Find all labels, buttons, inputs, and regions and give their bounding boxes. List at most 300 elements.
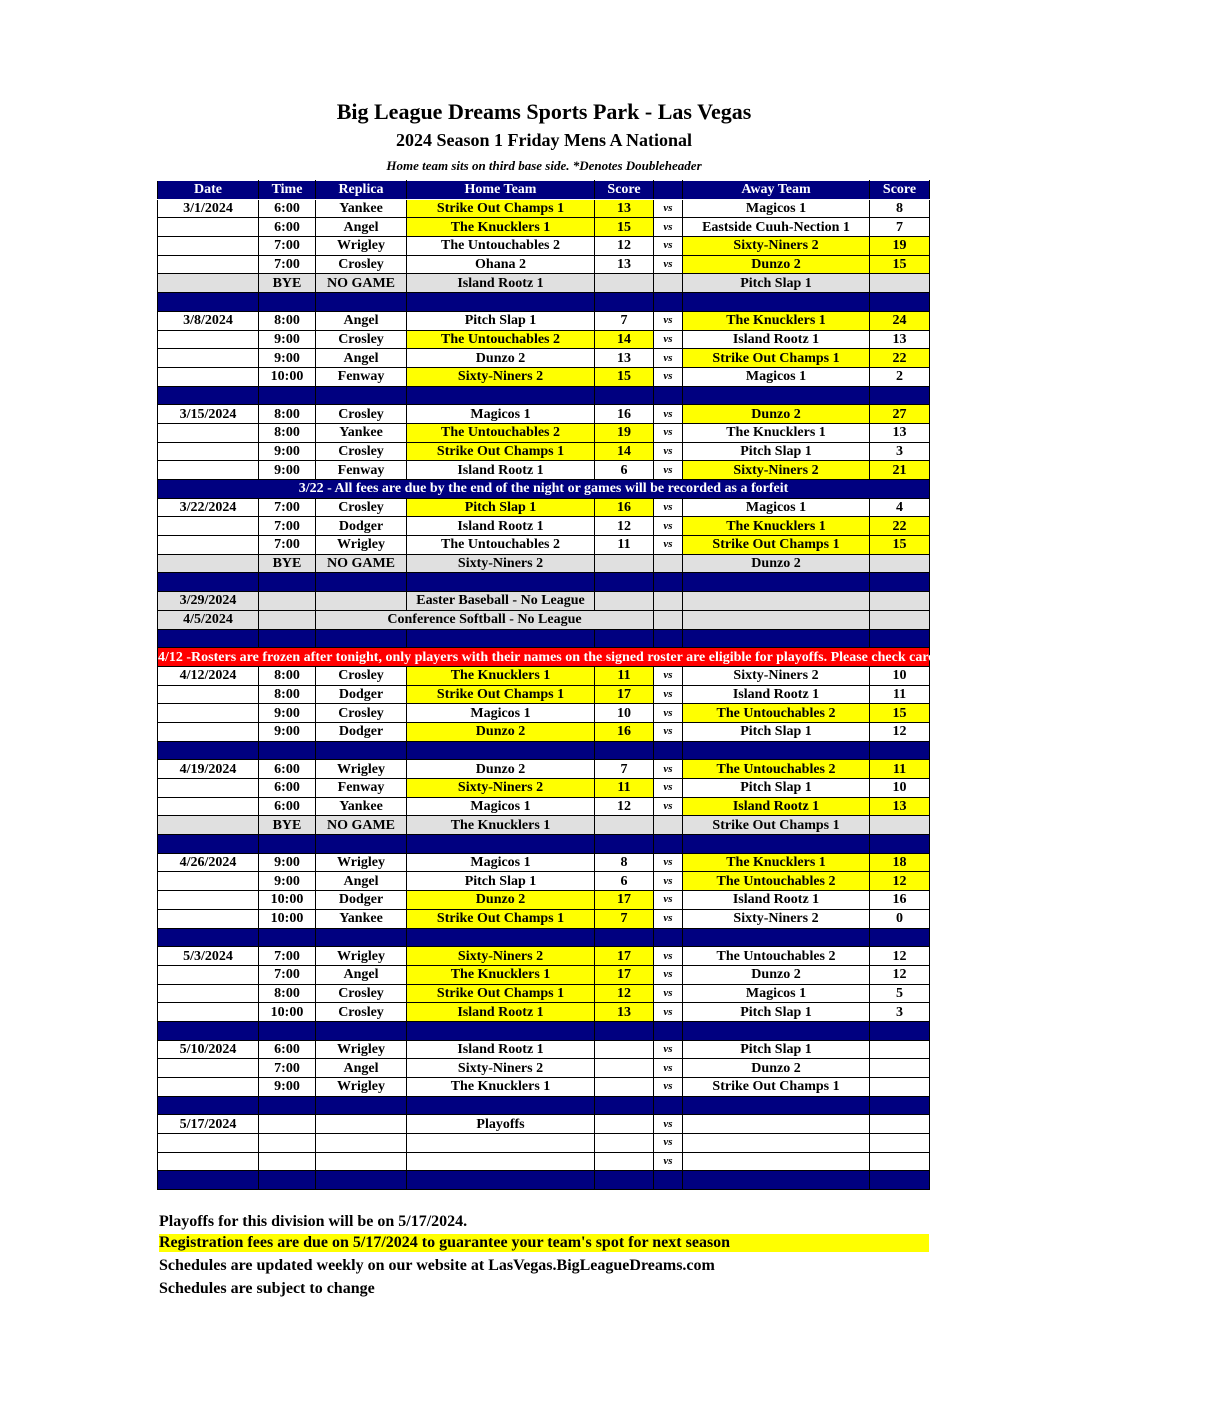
game-date: 3/22/2024 xyxy=(158,498,259,517)
game-time: 9:00 xyxy=(259,442,316,461)
home-team: Magicos 1 xyxy=(407,853,595,872)
vs-label: vs xyxy=(654,1040,683,1059)
game-row xyxy=(158,797,930,816)
game-date: 3/8/2024 xyxy=(158,311,259,330)
game-time: 6:00 xyxy=(259,760,316,779)
away-team: Magicos 1 xyxy=(683,367,870,386)
game-field: Wrigley xyxy=(316,237,407,256)
away-team: Strike Out Champs 1 xyxy=(683,536,870,555)
home-score: 12 xyxy=(595,984,654,1003)
week-separator xyxy=(158,629,930,648)
game-time: 7:00 xyxy=(259,1059,316,1078)
col-date: Date xyxy=(158,181,259,200)
game-field xyxy=(316,1134,407,1153)
separator-cell xyxy=(595,293,654,312)
no-league-empty xyxy=(870,592,930,611)
vs-label: vs xyxy=(654,722,683,741)
game-time: 7:00 xyxy=(259,255,316,274)
home-team: Magicos 1 xyxy=(407,405,595,424)
home-score xyxy=(595,1078,654,1097)
away-team: Pitch Slap 1 xyxy=(683,722,870,741)
game-time: 9:00 xyxy=(259,722,316,741)
away-team: Strike Out Champs 1 xyxy=(683,349,870,368)
away-team: Dunzo 2 xyxy=(683,1059,870,1078)
bye-row xyxy=(158,554,930,573)
bye-home-score xyxy=(595,816,654,835)
bye-away-team: Pitch Slap 1 xyxy=(683,274,870,293)
roster-alert-row xyxy=(158,648,930,667)
separator-cell xyxy=(654,928,683,947)
away-score: 2 xyxy=(870,367,930,386)
separator-cell xyxy=(595,1021,654,1040)
separator-cell xyxy=(870,928,930,947)
separator-cell xyxy=(595,629,654,648)
separator-cell xyxy=(158,573,259,592)
away-score: 13 xyxy=(870,423,930,442)
home-team: Playoffs xyxy=(407,1115,595,1134)
game-row xyxy=(158,965,930,984)
col-home-team: Home Team xyxy=(407,181,595,200)
away-score: 13 xyxy=(870,330,930,349)
separator-cell xyxy=(683,741,870,760)
separator-cell xyxy=(316,741,407,760)
home-team xyxy=(407,1134,595,1153)
schedule-table xyxy=(157,180,1216,1190)
game-time xyxy=(259,1115,316,1134)
separator-cell xyxy=(870,629,930,648)
home-team: Island Rootz 1 xyxy=(407,461,595,480)
away-team: Sixty-Niners 2 xyxy=(683,909,870,928)
away-score: 18 xyxy=(870,853,930,872)
page-subtitle: 2024 Season 1 Friday Mens A National xyxy=(395,130,693,150)
away-team: Pitch Slap 1 xyxy=(683,779,870,798)
game-row xyxy=(158,984,930,1003)
bye-label: BYE xyxy=(259,816,316,835)
game-field: Crosley xyxy=(316,666,407,685)
vs-label: vs xyxy=(654,367,683,386)
game-date xyxy=(158,255,259,274)
game-date xyxy=(158,797,259,816)
game-field: Dodger xyxy=(316,517,407,536)
game-time: 9:00 xyxy=(259,1078,316,1097)
away-team: Pitch Slap 1 xyxy=(683,1003,870,1022)
away-score: 16 xyxy=(870,891,930,910)
home-team: Strike Out Champs 1 xyxy=(407,984,595,1003)
game-date xyxy=(158,237,259,256)
game-row xyxy=(158,461,930,480)
game-row xyxy=(158,760,930,779)
separator-cell xyxy=(870,741,930,760)
bye-home-team: The Knucklers 1 xyxy=(407,816,595,835)
home-score: 6 xyxy=(595,872,654,891)
separator-cell xyxy=(158,629,259,648)
game-row xyxy=(158,1078,930,1097)
separator-cell xyxy=(595,1171,654,1190)
separator-cell xyxy=(158,1171,259,1190)
vs-label: vs xyxy=(654,311,683,330)
game-field: Crosley xyxy=(316,498,407,517)
vs-label: vs xyxy=(654,349,683,368)
vs-label: vs xyxy=(654,1003,683,1022)
home-score: 7 xyxy=(595,760,654,779)
game-time: 9:00 xyxy=(259,349,316,368)
game-time: 6:00 xyxy=(259,797,316,816)
game-date xyxy=(158,891,259,910)
game-row xyxy=(158,311,930,330)
vs-label: vs xyxy=(654,965,683,984)
separator-cell xyxy=(316,835,407,854)
away-score: 11 xyxy=(870,760,930,779)
game-row xyxy=(158,872,930,891)
home-score: 17 xyxy=(595,947,654,966)
game-row xyxy=(158,367,930,386)
home-team: Magicos 1 xyxy=(407,704,595,723)
home-score: 8 xyxy=(595,853,654,872)
separator-cell xyxy=(870,293,930,312)
game-row xyxy=(158,330,930,349)
home-score: 17 xyxy=(595,891,654,910)
separator-cell xyxy=(654,1171,683,1190)
home-score: 13 xyxy=(595,1003,654,1022)
no-game-label: NO GAME xyxy=(316,816,407,835)
home-score: 16 xyxy=(595,722,654,741)
separator-cell xyxy=(259,1171,316,1190)
game-date xyxy=(158,1059,259,1078)
vs-label: vs xyxy=(654,1152,683,1171)
game-date xyxy=(158,461,259,480)
game-field: Angel xyxy=(316,349,407,368)
game-time: 7:00 xyxy=(259,237,316,256)
no-game-label: NO GAME xyxy=(316,274,407,293)
bye-vs xyxy=(654,816,683,835)
home-team: The Knucklers 1 xyxy=(407,965,595,984)
home-team: The Knucklers 1 xyxy=(407,666,595,685)
vs-label: vs xyxy=(654,442,683,461)
week-separator xyxy=(158,293,930,312)
home-score: 15 xyxy=(595,218,654,237)
separator-cell xyxy=(683,573,870,592)
separator-cell xyxy=(683,386,870,405)
separator-cell xyxy=(259,835,316,854)
bye-home-team: Sixty-Niners 2 xyxy=(407,554,595,573)
game-row xyxy=(158,1003,930,1022)
game-time: 9:00 xyxy=(259,872,316,891)
game-date: 5/10/2024 xyxy=(158,1040,259,1059)
game-date xyxy=(158,1003,259,1022)
no-game-label: NO GAME xyxy=(316,554,407,573)
game-row xyxy=(158,722,930,741)
game-field: Angel xyxy=(316,965,407,984)
game-row xyxy=(158,704,930,723)
separator-cell xyxy=(683,1021,870,1040)
game-field: Crosley xyxy=(316,704,407,723)
game-row xyxy=(158,666,930,685)
home-score: 13 xyxy=(595,255,654,274)
game-time: 9:00 xyxy=(259,704,316,723)
game-field: Angel xyxy=(316,872,407,891)
week-separator xyxy=(158,386,930,405)
separator-cell xyxy=(316,386,407,405)
vs-label: vs xyxy=(654,1059,683,1078)
bye-date-cell xyxy=(158,274,259,293)
vs-label: vs xyxy=(654,853,683,872)
home-score: 16 xyxy=(595,498,654,517)
separator-cell xyxy=(595,1096,654,1115)
away-score: 19 xyxy=(870,237,930,256)
away-score: 11 xyxy=(870,685,930,704)
bye-date-cell xyxy=(158,554,259,573)
game-row xyxy=(158,237,930,256)
separator-cell xyxy=(316,629,407,648)
separator-cell xyxy=(407,573,595,592)
home-team: Dunzo 2 xyxy=(407,349,595,368)
away-team: Sixty-Niners 2 xyxy=(683,666,870,685)
home-score: 13 xyxy=(595,349,654,368)
no-league-row xyxy=(158,592,930,611)
fee-notice: 3/22 - All fees are due by the end of the night or games will be recorded as a forfeit xyxy=(158,480,930,499)
game-date: 4/12/2024 xyxy=(158,666,259,685)
vs-label: vs xyxy=(654,685,683,704)
bye-away-team: Strike Out Champs 1 xyxy=(683,816,870,835)
no-league-date: 4/5/2024 xyxy=(158,610,259,629)
home-score: 11 xyxy=(595,536,654,555)
game-row xyxy=(158,442,930,461)
home-score: 14 xyxy=(595,330,654,349)
vs-label: vs xyxy=(654,461,683,480)
home-score: 7 xyxy=(595,909,654,928)
vs-label: vs xyxy=(654,237,683,256)
game-row xyxy=(158,218,930,237)
away-score: 15 xyxy=(870,255,930,274)
game-row xyxy=(158,909,930,928)
game-row xyxy=(158,498,930,517)
game-field: Wrigley xyxy=(316,760,407,779)
separator-cell xyxy=(407,386,595,405)
away-score: 12 xyxy=(870,872,930,891)
home-score xyxy=(595,1115,654,1134)
vs-label: vs xyxy=(654,666,683,685)
game-date: 5/3/2024 xyxy=(158,947,259,966)
home-team: Sixty-Niners 2 xyxy=(407,947,595,966)
game-time: 7:00 xyxy=(259,947,316,966)
game-date xyxy=(158,909,259,928)
game-date xyxy=(158,536,259,555)
separator-cell xyxy=(407,741,595,760)
game-row xyxy=(158,1152,930,1171)
page-title: Big League Dreams Sports Park - Las Vegas xyxy=(336,99,752,124)
bye-label: BYE xyxy=(259,554,316,573)
away-score: 13 xyxy=(870,797,930,816)
game-field: Yankee xyxy=(316,199,407,218)
game-field: Angel xyxy=(316,1059,407,1078)
game-date: 3/1/2024 xyxy=(158,199,259,218)
bye-away-score xyxy=(870,816,930,835)
no-league-empty xyxy=(870,610,930,629)
game-date xyxy=(158,1078,259,1097)
away-team: Eastside Cuuh-Nection 1 xyxy=(683,218,870,237)
home-team: Strike Out Champs 1 xyxy=(407,909,595,928)
game-field: Crosley xyxy=(316,442,407,461)
schedule-body xyxy=(158,199,1216,1189)
separator-cell xyxy=(683,928,870,947)
game-row xyxy=(158,199,930,218)
game-row xyxy=(158,1040,930,1059)
home-score xyxy=(595,1040,654,1059)
separator-cell xyxy=(595,386,654,405)
game-date xyxy=(158,984,259,1003)
game-row xyxy=(158,1134,930,1153)
game-row xyxy=(158,349,930,368)
separator-cell xyxy=(407,1096,595,1115)
away-score: 12 xyxy=(870,965,930,984)
game-date xyxy=(158,1134,259,1153)
separator-cell xyxy=(595,928,654,947)
game-date xyxy=(158,872,259,891)
home-score: 16 xyxy=(595,405,654,424)
away-score xyxy=(870,1078,930,1097)
game-field: Dodger xyxy=(316,891,407,910)
game-date: 4/26/2024 xyxy=(158,853,259,872)
game-field: Crosley xyxy=(316,1003,407,1022)
game-field: Fenway xyxy=(316,461,407,480)
game-time: 9:00 xyxy=(259,461,316,480)
vs-label: vs xyxy=(654,330,683,349)
vs-label: vs xyxy=(654,405,683,424)
game-date xyxy=(158,517,259,536)
home-team: Strike Out Champs 1 xyxy=(407,685,595,704)
separator-cell xyxy=(683,1096,870,1115)
no-league-empty xyxy=(259,592,316,611)
game-time: 10:00 xyxy=(259,891,316,910)
vs-label: vs xyxy=(654,704,683,723)
away-score: 15 xyxy=(870,704,930,723)
game-field: Dodger xyxy=(316,685,407,704)
home-team: Ohana 2 xyxy=(407,255,595,274)
away-score: 27 xyxy=(870,405,930,424)
home-score: 12 xyxy=(595,797,654,816)
separator-cell xyxy=(158,741,259,760)
separator-cell xyxy=(595,573,654,592)
no-league-empty xyxy=(654,592,683,611)
game-time: 7:00 xyxy=(259,536,316,555)
game-time: 6:00 xyxy=(259,218,316,237)
away-team: Sixty-Niners 2 xyxy=(683,237,870,256)
game-date xyxy=(158,423,259,442)
game-time: 8:00 xyxy=(259,311,316,330)
bye-home-score xyxy=(595,274,654,293)
game-field: Angel xyxy=(316,311,407,330)
game-time: 9:00 xyxy=(259,853,316,872)
game-time xyxy=(259,1134,316,1153)
separator-cell xyxy=(683,293,870,312)
home-score: 11 xyxy=(595,666,654,685)
away-team: The Untouchables 2 xyxy=(683,760,870,779)
home-team: The Untouchables 2 xyxy=(407,423,595,442)
separator-cell xyxy=(595,741,654,760)
separator-cell xyxy=(407,293,595,312)
separator-cell xyxy=(158,386,259,405)
away-score xyxy=(870,1115,930,1134)
game-row xyxy=(158,685,930,704)
away-score: 22 xyxy=(870,517,930,536)
separator-cell xyxy=(683,835,870,854)
home-team: Magicos 1 xyxy=(407,797,595,816)
schedule-note: Home team sits on third base side. *Denotes Doubleheader xyxy=(386,158,702,173)
vs-label: vs xyxy=(654,199,683,218)
game-date: 5/17/2024 xyxy=(158,1115,259,1134)
game-time: 9:00 xyxy=(259,330,316,349)
separator-cell xyxy=(870,573,930,592)
game-field: Wrigley xyxy=(316,536,407,555)
game-row xyxy=(158,891,930,910)
home-team: Pitch Slap 1 xyxy=(407,872,595,891)
away-score: 5 xyxy=(870,984,930,1003)
no-league-date: 3/29/2024 xyxy=(158,592,259,611)
home-team: The Untouchables 2 xyxy=(407,536,595,555)
home-team: Sixty-Niners 2 xyxy=(407,367,595,386)
separator-cell xyxy=(870,1171,930,1190)
separator-cell xyxy=(316,1171,407,1190)
vs-label: vs xyxy=(654,536,683,555)
game-field: Yankee xyxy=(316,797,407,816)
away-team: Island Rootz 1 xyxy=(683,797,870,816)
header-row xyxy=(158,181,930,200)
game-row xyxy=(158,517,930,536)
fee-notice-row xyxy=(158,480,930,499)
separator-cell xyxy=(654,629,683,648)
game-date xyxy=(158,218,259,237)
separator-cell xyxy=(158,928,259,947)
game-row xyxy=(158,423,930,442)
game-field: Angel xyxy=(316,218,407,237)
col-away-team: Away Team xyxy=(683,181,870,200)
game-time: 7:00 xyxy=(259,498,316,517)
home-team: Dunzo 2 xyxy=(407,760,595,779)
away-team: Magicos 1 xyxy=(683,984,870,1003)
away-team: The Knucklers 1 xyxy=(683,311,870,330)
separator-cell xyxy=(316,1021,407,1040)
away-score: 3 xyxy=(870,442,930,461)
no-league-text: Conference Softball - No League xyxy=(316,610,654,629)
home-team: Strike Out Champs 1 xyxy=(407,442,595,461)
separator-cell xyxy=(654,573,683,592)
game-date xyxy=(158,722,259,741)
game-time: 6:00 xyxy=(259,779,316,798)
separator-cell xyxy=(870,386,930,405)
no-league-empty xyxy=(683,592,870,611)
game-field: Yankee xyxy=(316,909,407,928)
home-team: Dunzo 2 xyxy=(407,891,595,910)
game-field: Wrigley xyxy=(316,1078,407,1097)
away-team: The Untouchables 2 xyxy=(683,947,870,966)
footer-website: Schedules are updated weekly on our website at LasVegas.BigLeagueDreams.com xyxy=(159,1257,715,1274)
home-score: 12 xyxy=(595,237,654,256)
away-team: The Untouchables 2 xyxy=(683,872,870,891)
footer-disclaimer: Schedules are subject to change xyxy=(159,1280,375,1297)
away-team: The Knucklers 1 xyxy=(683,853,870,872)
home-score: 13 xyxy=(595,199,654,218)
away-team: Island Rootz 1 xyxy=(683,330,870,349)
away-team: The Knucklers 1 xyxy=(683,517,870,536)
game-date xyxy=(158,367,259,386)
game-time: 8:00 xyxy=(259,984,316,1003)
away-score: 15 xyxy=(870,536,930,555)
separator-cell xyxy=(259,573,316,592)
col-time: Time xyxy=(259,181,316,200)
no-league-empty xyxy=(654,610,683,629)
vs-label: vs xyxy=(654,909,683,928)
no-league-empty xyxy=(259,610,316,629)
